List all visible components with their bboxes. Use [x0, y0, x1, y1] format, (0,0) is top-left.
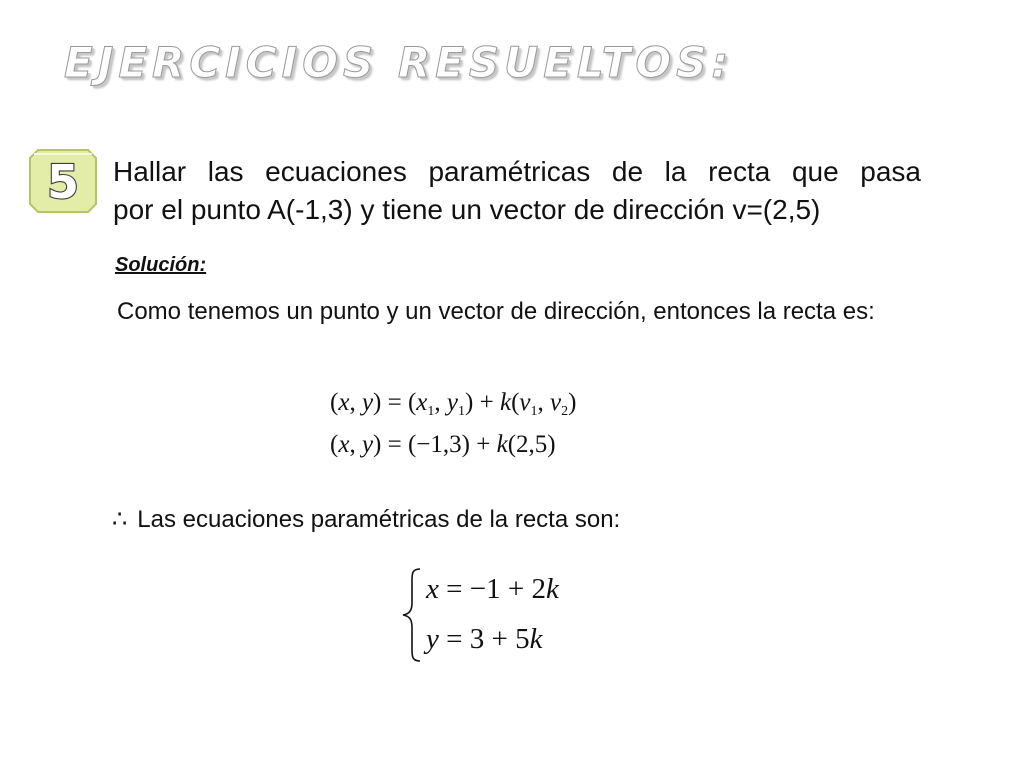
solution-label: Solución: — [115, 254, 207, 276]
conclusion-line — [112, 505, 620, 534]
statement-line-2: por el punto A(-1,3) y tiene un vector de dirección v=(2,5) — [113, 194, 821, 225]
parametric-system — [400, 565, 620, 670]
badge-shape-icon — [28, 148, 98, 214]
page-title: EJERCICIOS RESUELTOS: — [64, 38, 734, 87]
left-brace-icon — [400, 565, 424, 665]
exercise-number: 5 — [46, 155, 80, 209]
y-equation: y = 3 + 5k — [426, 623, 543, 655]
problem-statement — [113, 153, 921, 229]
x-equation: x = −1 + 2k — [426, 573, 559, 605]
substituted-equation: (x, y) = (−1,3) + k(2,5) — [330, 431, 556, 458]
general-equation: (x, $y) = (x_1$, $y_1) + k(v_1$, $v_2$) — [330, 389, 577, 419]
therefore-symbol: ∴ — [112, 505, 128, 533]
conclusion-text: Las ecuaciones paramétricas de la recta son: — [137, 506, 621, 533]
statement-line-1: Hallar las ecuaciones paramétricas de la recta que pasa — [113, 156, 921, 187]
explanation-text: Como tenemos un punto y un vector de dirección, entonces la recta es: — [117, 298, 875, 325]
exercise-number-badge — [28, 148, 98, 214]
